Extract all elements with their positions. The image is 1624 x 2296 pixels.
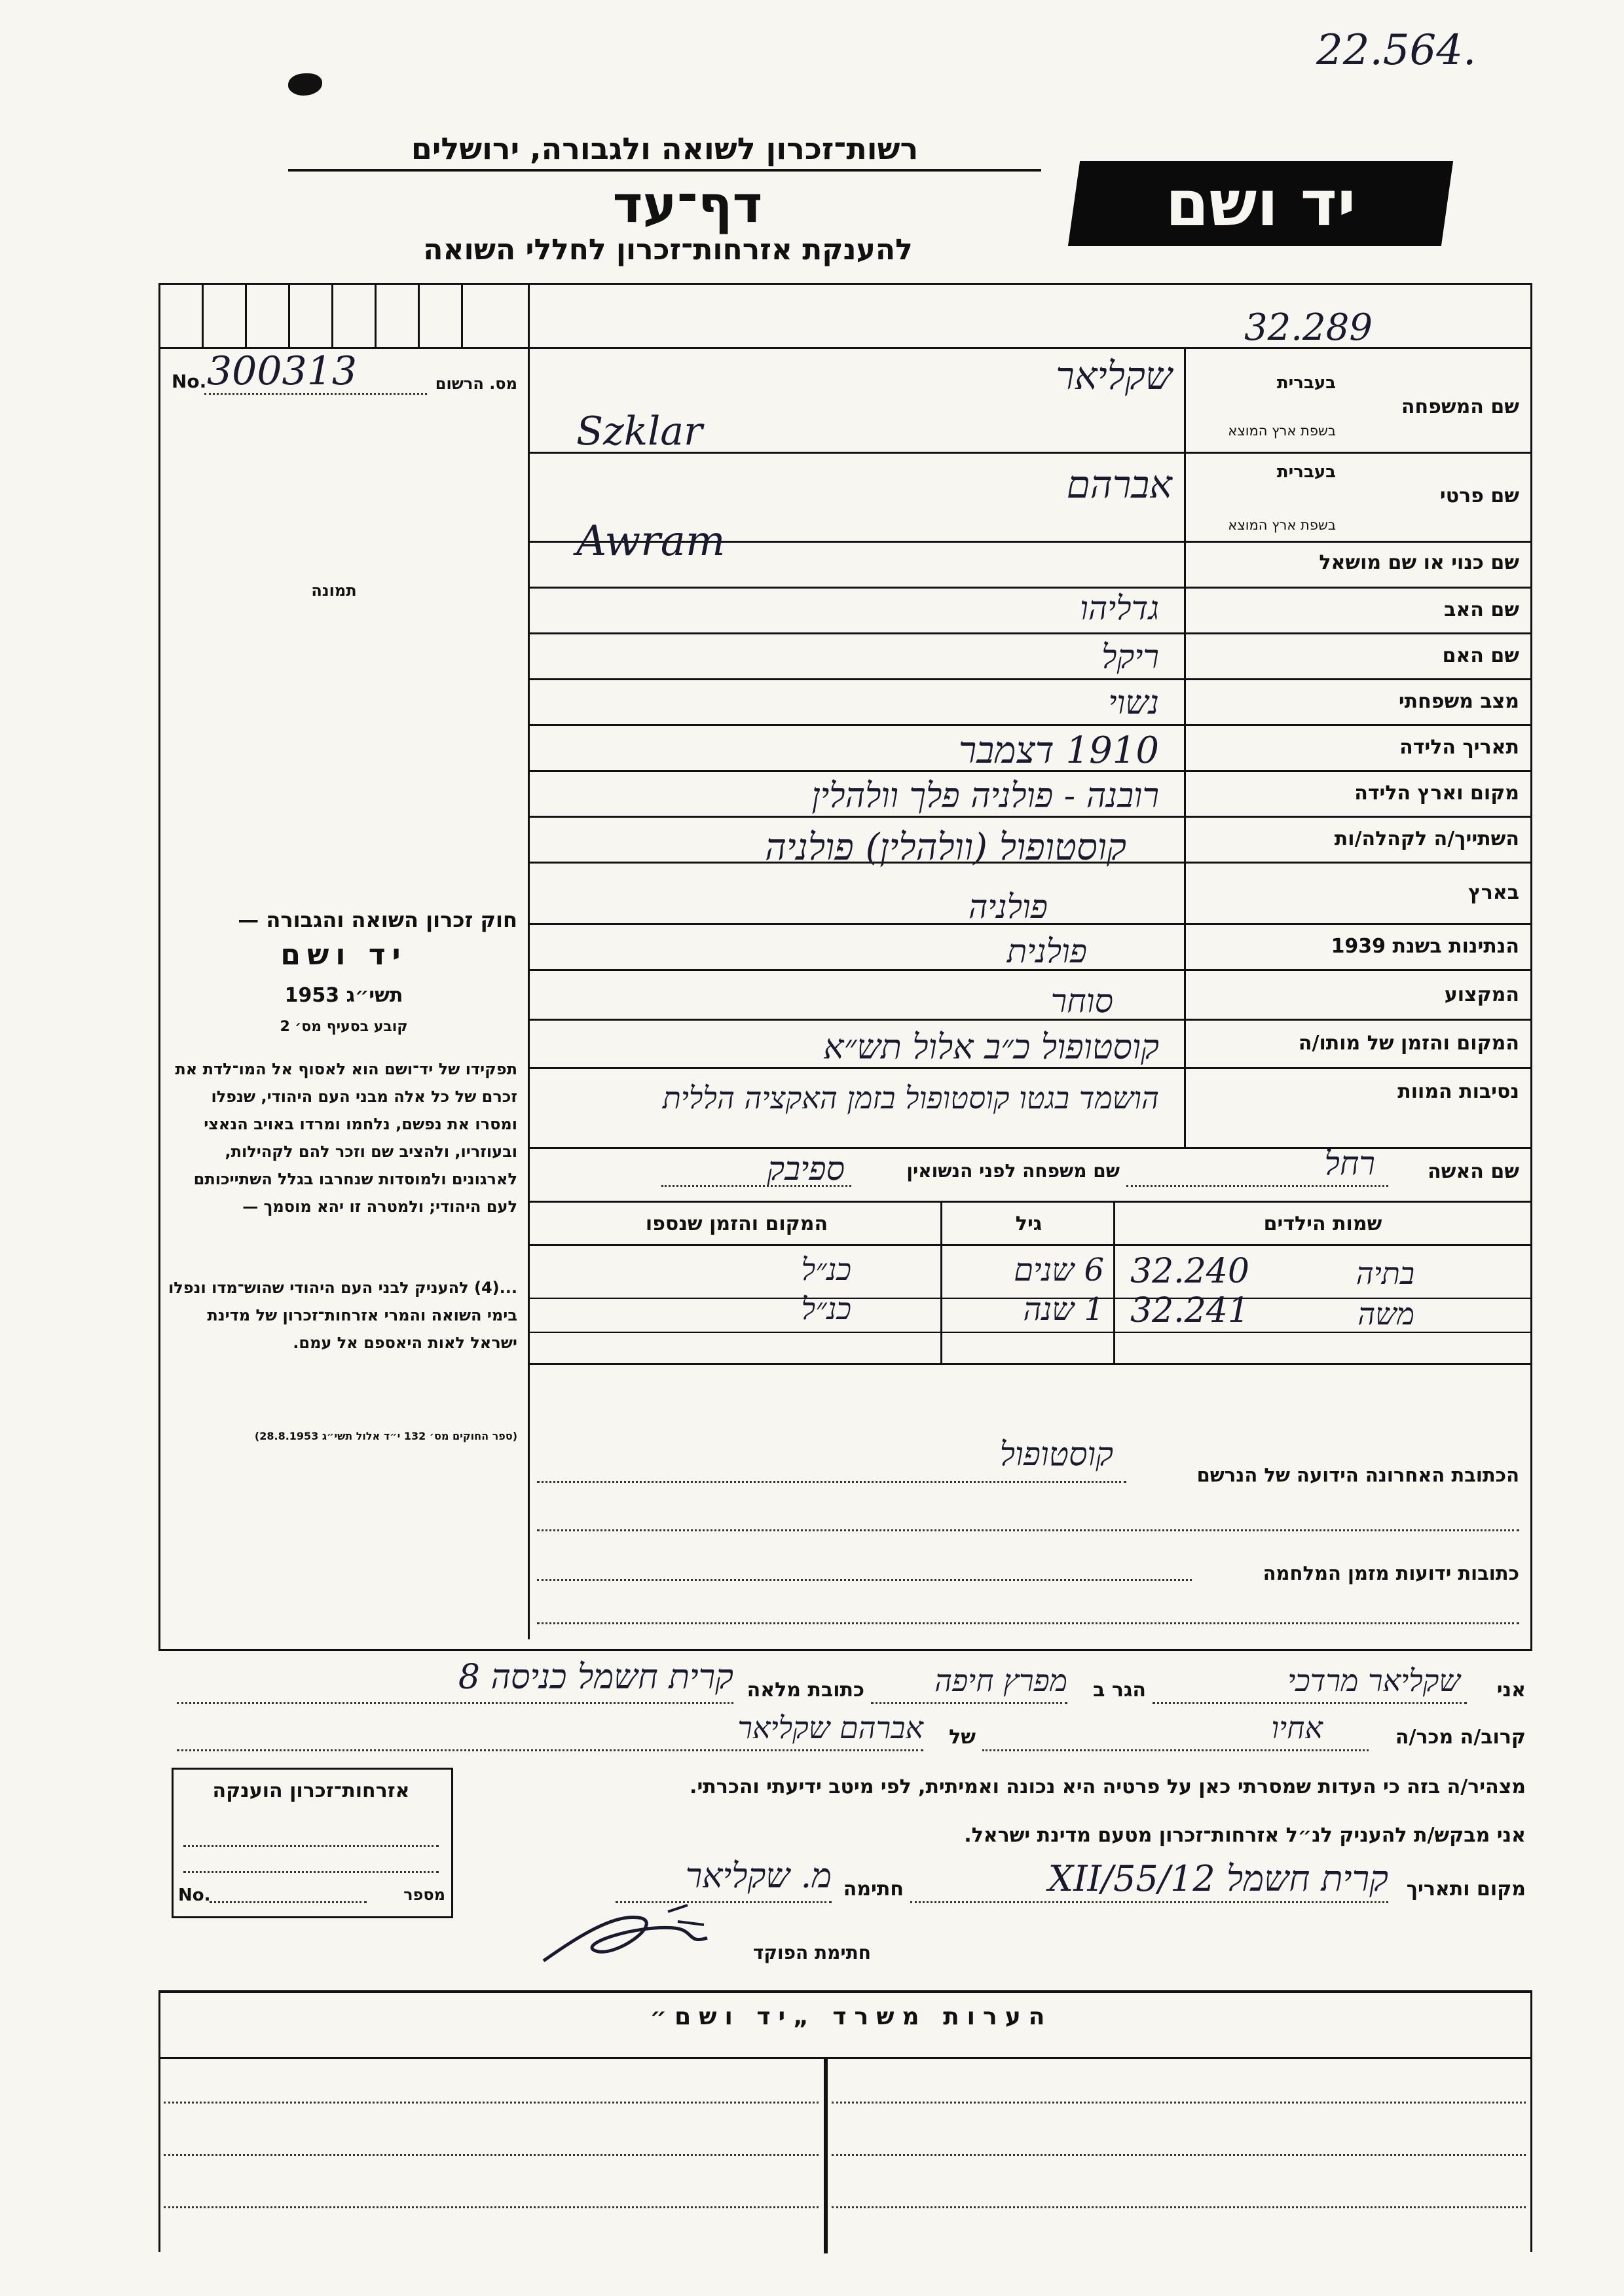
children-place-header: המקום והזמן שנספו — [645, 1212, 828, 1235]
row-line — [530, 1147, 1532, 1149]
resides-label: הגר ב — [1093, 1679, 1146, 1702]
footer-title-line — [158, 2057, 1532, 2059]
first-name-hebrew-value: אברהם — [1066, 462, 1172, 507]
reg-no-dots — [204, 393, 427, 395]
children-age-header: גיל — [1015, 1212, 1043, 1235]
of-label: של — [949, 1726, 976, 1749]
children-bottom-line — [530, 1363, 1532, 1365]
children-names-header: שמות הילדים — [1263, 1212, 1382, 1235]
father-label: שם האב — [1444, 598, 1519, 621]
resides-value: מפרץ חיפה — [934, 1663, 1067, 1698]
birthdate-value: 1910 דצמבר — [958, 729, 1159, 772]
address-value: קרית חשמל כניסה 8 — [458, 1658, 733, 1697]
relation-dots — [982, 1749, 1369, 1751]
family-name-native-value: Szklar — [576, 409, 703, 454]
child-2-age: 1 שנה — [1023, 1291, 1104, 1328]
last-address-dots — [537, 1481, 1126, 1483]
wife-dots — [1126, 1185, 1388, 1187]
place-date-label: מקום ותאריך — [1406, 1878, 1526, 1901]
footer-line-3 — [164, 2154, 819, 2156]
label-column-divider — [1184, 347, 1186, 1147]
top-cell-1 — [202, 283, 204, 347]
yad-vashem-logo — [1068, 161, 1453, 246]
war-address-dots-2 — [537, 1622, 1519, 1624]
community-value: קוסטופול (וולהלין) פולניה — [765, 826, 1126, 869]
signature-value: מ. שקליאר — [685, 1857, 832, 1896]
footer-top-line — [158, 1990, 1532, 1993]
authority-title: רשות־זכרון לשואה ולגבורה, ירושלים — [288, 131, 1041, 172]
maiden-value: ספיבק — [767, 1150, 845, 1188]
footer-line-4 — [832, 2154, 1526, 2156]
resides-dots — [871, 1702, 1067, 1704]
row-line — [530, 1067, 1532, 1069]
wife-value: רחל — [1324, 1144, 1375, 1182]
row-line — [530, 816, 1532, 818]
top-cell-7 — [461, 283, 463, 347]
family-name-native-tag: בשפת ארץ המוצא — [1228, 423, 1336, 439]
children-col-divider-2 — [940, 1201, 942, 1363]
place-date-value: קרית חשמל 12/XII/55 — [1048, 1858, 1388, 1899]
top-cell-5 — [375, 283, 377, 347]
country-value: פולניה — [968, 888, 1048, 926]
birthdate-label: תאריך הלידה — [1399, 736, 1519, 759]
child-1-place: כנ״ל — [801, 1252, 851, 1287]
nickname-label: שם כנוי או שם מושאל — [1319, 551, 1519, 574]
row-line — [530, 587, 1532, 589]
footer-line-6 — [832, 2206, 1526, 2208]
left-column-divider — [528, 283, 530, 1147]
footer-right-border — [1530, 1990, 1532, 2252]
profession-value: סוחר — [1050, 982, 1113, 1020]
father-value: גדליהו — [1080, 589, 1159, 627]
request-text: אני מבקש/ת להעניק לנ״ל אזרחות־זכרון מטעם מדינת ישראל. — [964, 1824, 1526, 1847]
first-name-hebrew-tag: בעברית — [1276, 462, 1336, 482]
child-2-number: 32.241 — [1130, 1291, 1249, 1330]
reg-no-label: No. — [172, 371, 207, 392]
child-1-name: בתיה — [1356, 1256, 1414, 1291]
birthplace-label: מקום וארץ הלידה — [1354, 782, 1519, 805]
declaration-text: מצהיר/ה בזה כי העדות שמסרתי כאן על פרטיה היא נכונה ואמיתית, לפי מיטב ידיעתי והכרתי. — [690, 1776, 1526, 1798]
top-cell-3 — [288, 283, 290, 347]
maiden-dots — [661, 1185, 851, 1187]
circumstances-label: נסיבות המוות — [1397, 1080, 1519, 1103]
address-dots — [177, 1702, 733, 1704]
record-number: 32.289 — [1244, 306, 1373, 349]
war-address-label: כתובות ידועות מזמן המלחמה — [1263, 1562, 1519, 1584]
last-address-value: קוסטופול — [999, 1435, 1113, 1473]
last-address-dots-2 — [537, 1529, 1519, 1531]
children-row-line — [530, 1332, 1532, 1333]
marital-value: נשוי — [1108, 683, 1159, 721]
place-date-dots — [910, 1901, 1388, 1903]
address-label: כתובת מלאה — [747, 1679, 864, 1702]
law-body: תפקידו של יד־ושם הוא לאסוף אל המו־לדת את זכרם של כל אלה מבני העם היהודי, שנפלו ומסרו את נפשם, נלחמו ומרדו באויב הנאצי ובעוזריו, ולהציב שם וזכר להם לקהילות, לארגונים ולמוסדות שנחרבו בגלל השתייכותם לעם היהודי; ולמטרה זו יהא מוסמך — — [175, 1060, 517, 1216]
footer-left-border — [158, 1990, 160, 2252]
family-name-label: שם המשפחה — [1401, 395, 1519, 418]
community-label: השתייך/ה לקהלה/ות — [1334, 828, 1519, 850]
law-year: תשי״ג 1953 — [284, 984, 403, 1007]
law-title: חוק זכרון השואה והגבורה — — [238, 907, 517, 932]
citizenship-box-no-dots — [210, 1901, 367, 1903]
maiden-label: שם משפחה לפני הנשואין — [906, 1160, 1120, 1182]
row-line — [530, 678, 1532, 680]
footer-center-divider — [824, 2057, 828, 2253]
last-address-label: הכתובת האחרונה הידועה של הנרשם — [1196, 1464, 1519, 1486]
law-body-clause-4: ...(4) להעניק לבני העם היהודי שהוש־מדו ונפלו בימי השואה והמרי אזרחות־זכרון של מדינת ישראל לאות היאספם אל עמם. — [168, 1279, 517, 1352]
declarant-name-dots — [1153, 1702, 1467, 1704]
child-2-place: כנ״ל — [801, 1291, 851, 1326]
form-subtitle: להענקת אזרחות־זכרון לחללי השואה — [423, 233, 913, 266]
top-cell-2 — [245, 283, 247, 347]
reg-no-caption: מס. הרשום — [435, 374, 517, 393]
children-header-line — [530, 1244, 1532, 1246]
relation-label: קרוב/ה מכר/ה — [1395, 1726, 1526, 1749]
citizenship-label: הנתינות בשנת 1939 — [1331, 935, 1519, 958]
citizenship-box-no-caption: מספר — [403, 1886, 445, 1904]
of-dots — [177, 1749, 923, 1751]
footer-line-2 — [832, 2102, 1526, 2104]
child-1-age: 6 שנים — [1014, 1252, 1104, 1288]
citizenship-box-title: אזרחות־זכרון הוענקה — [212, 1779, 410, 1802]
war-address-dots — [537, 1579, 1192, 1581]
wife-label: שם האשה — [1428, 1160, 1519, 1183]
signature-label: חתימה — [843, 1878, 904, 1901]
top-cell-4 — [331, 283, 333, 347]
country-label: בארץ — [1467, 881, 1519, 904]
citizenship-box-line-2 — [183, 1871, 439, 1873]
law-clause: קובע בסעיף מס׳ 2 — [280, 1019, 408, 1035]
death-value: קוסטופול כ״ב אלול תש״א — [823, 1028, 1159, 1067]
logo-text: יד ושם — [1165, 167, 1356, 240]
mother-value: ריקל — [1101, 638, 1159, 676]
top-cell-6 — [418, 283, 420, 347]
row-line — [530, 724, 1532, 726]
family-name-hebrew-tag: בעברית — [1276, 373, 1336, 393]
form-title: דף־עד — [612, 175, 763, 234]
citizenship-box-no-label: No. — [178, 1886, 211, 1905]
row-line — [530, 632, 1532, 634]
citizenship-box-line-1 — [183, 1845, 439, 1847]
profession-label: המקצוע — [1444, 983, 1519, 1006]
marital-label: מצב משפחתי — [1398, 690, 1519, 713]
row-line — [530, 1201, 1532, 1203]
child-1-number: 32.240 — [1130, 1252, 1249, 1291]
ink-blot — [288, 73, 322, 96]
footer-line-1 — [164, 2102, 819, 2104]
officer-signature — [537, 1899, 760, 1971]
birthplace-value: רובנה - פולניה פלך וולהלין — [811, 776, 1159, 816]
declarant-name: שקליאר מרדכי — [1287, 1663, 1460, 1698]
family-name-hebrew-value: שקליאר — [1056, 354, 1172, 398]
first-name-label: שם פרטי — [1439, 484, 1519, 507]
footer-line-5 — [164, 2206, 819, 2208]
reg-no-value: 300313 — [207, 348, 358, 394]
of-value: אברהם שקליאר — [737, 1710, 923, 1745]
first-name-native-value: Awram — [576, 517, 726, 566]
law-name: יד ושם — [280, 938, 407, 972]
first-name-native-tag: בשפת ארץ המוצא — [1228, 517, 1336, 533]
footer-title: הערות משרד „יד ושם״ — [650, 2003, 1053, 2030]
archive-number: 22.564. — [1316, 26, 1477, 75]
circumstances-value: הושמד בגטו קוסטופול בזמן האקציה הללית — [662, 1080, 1159, 1116]
citizenship-value: פולנית — [1006, 932, 1087, 970]
photo-label: תמונה — [311, 581, 357, 600]
law-source: (ספר החוקים מס׳ 132 י״ד אלול תשי״ג 28.8.1953) — [254, 1430, 517, 1442]
officer-label: חתימת הפוקד — [752, 1942, 871, 1963]
relation-value: אחיו — [1271, 1710, 1323, 1745]
mother-label: שם האם — [1442, 644, 1519, 667]
death-label: המקום והזמן של מותו/ה — [1298, 1032, 1519, 1055]
ani-label: אני — [1496, 1679, 1526, 1702]
child-2-name: משה — [1357, 1296, 1414, 1332]
left-column-divider-lower — [528, 1147, 530, 1639]
children-col-divider-1 — [1113, 1201, 1115, 1363]
